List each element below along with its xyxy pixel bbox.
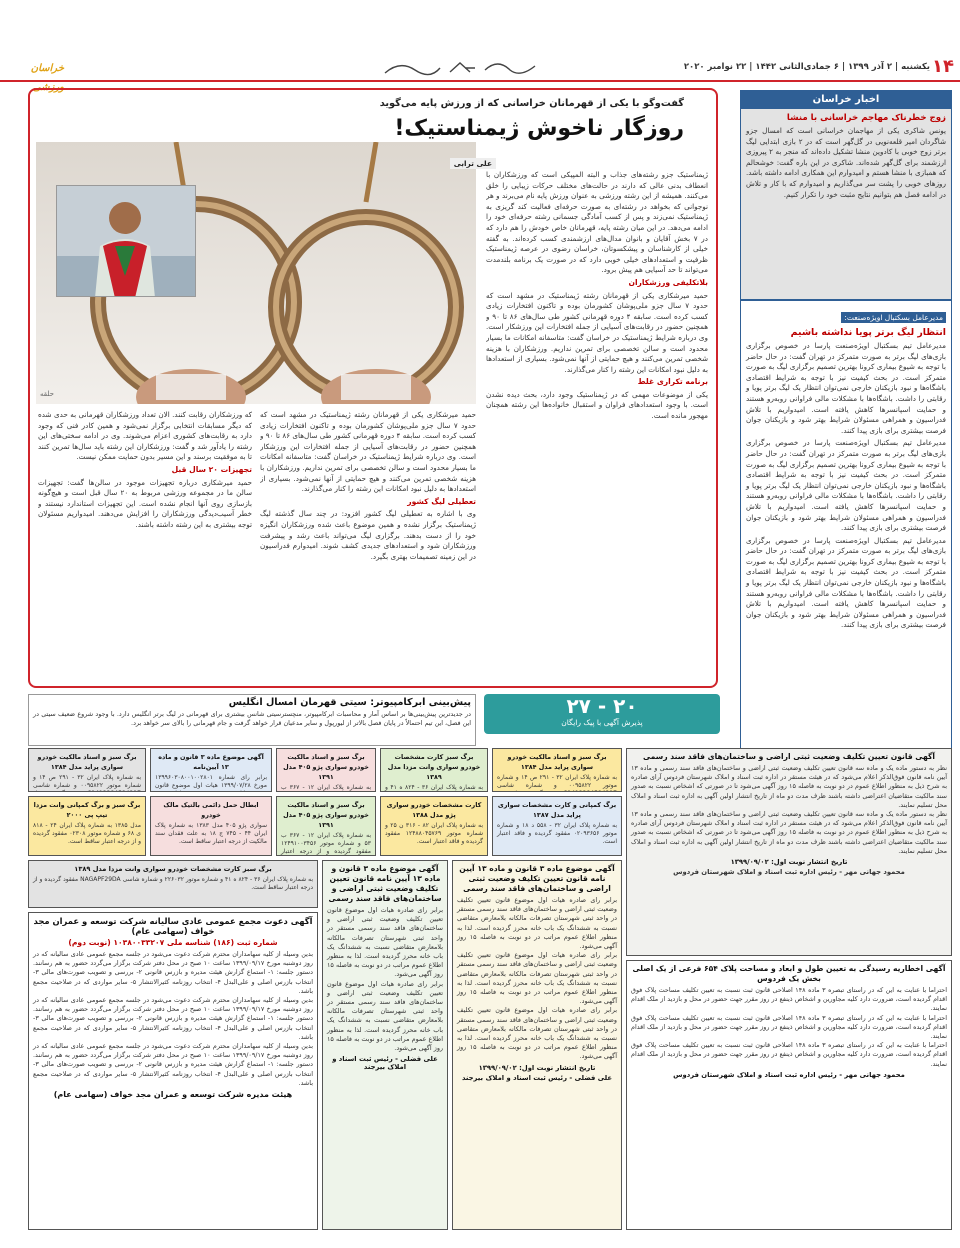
sports-body: در جدیدترین پیش‌بینی‌ها بر اساس آمار و محاسبات ابرکامپیوتر، منچسترسیتی شانس بیشتری برای قهرمانی در لیگ برتر انگلیس دارد. با وجود شروع ضعیف سیتی در این فصل، این تیم احتمالاً در پایان فصل بالاتر از لیورپول و سایر مدعیان قرار خواهد گرفت و جام قهرمانی را بالای سر خواهد برد. — [33, 710, 471, 728]
ad2b-body: برابر رای صادره هیات اول موضوع قانون تعیین تکلیف وضعیت ثبتی اراضی و ساختمان‌های فاقد سند رسمی مستقر در واحد ثبتی شهرستان تصرفات مالکانه بلامعارض متقاضی نسبت به ششدانگ یک باب خانه محرز گردیده است. لذا به منظور اطلاع عموم مراتب در دو نوبت به فاصله ۱۵ روز آگهی می‌شود. — [327, 906, 443, 979]
small-ad-body: برابر رای شماره ۱۳۹۹۶۰۳۰۸۰۰۱۰۰۲۸۰۱ مورخ ۱۳۹۹/۰۷/۲۸ هیات اول موضوع قانون — [155, 774, 267, 789]
small-ad-title: برگ کمپانی و کارت مشخصات سواری پراید مدل ۱۳۸۷ — [497, 801, 617, 819]
small-ad-title: برگ سبز و اسناد مالکیت خودرو سواری پژو ۴۰۵ مدل ۱۳۹۱ — [283, 753, 369, 781]
ad-small-7 — [150, 796, 272, 856]
small-ad-title: کارت مشخصات خودرو سواری پژو مدل ۱۳۸۸ — [386, 801, 482, 819]
ad4-body: بدین وسیله از کلیه سهامداران محترم شرکت دعوت می‌شود در جلسه مجمع عمومی عادی سالیانه که در روز دوشنبه مورخ ۱۳۹۹/۰۹/۱۷ ساعت ۱۰ صبح در محل دفتر شرکت برگزار می‌گردد حضور به هم رسانند. دستور جلسه: ۱- استماع گزارش هیئت مدیره و بازرس قانونی ۲- بررسی و تصویب صورت‌های مالی ۳- انتخاب بازرس اصلی و علی‌البدل ۴- انتخاب روزنامه کثیرالانتشار ۵- سایر مواردی که در صلاحیت مجمع باشد. — [33, 950, 314, 995]
small-ad-title: برگ سبز و برگ کمپانی وانت مزدا تیپ پی ۲۰۰۰ — [33, 801, 141, 819]
small-ad-body: سواری پژو ۴۰۵ مدل ۱۳۸۳ به شماره پلاک ایران ۴۴ - ۷۴۵ ج ۱۸ به علت فقدان سند مالکیت از درجه اعتبار ساقط است. — [155, 822, 267, 845]
small-ad-title: برگ سبز کارت مشخصات خودرو سواری وانت مزدا مدل ۱۳۸۹ — [74, 865, 272, 873]
feature-sub-4: تجهیزات ۲۰ سال قبل — [171, 464, 252, 474]
small-ad-body: به شماره پلاک ایران ۱۲ - ۳۶۷ ب — [281, 784, 371, 791]
ad-small-10 — [28, 748, 146, 792]
banner-dates: ۲۰ - ۲۷ — [566, 694, 638, 718]
ad2-date: تاریخ انتشار نوبت اول: ۱۳۹۹/۰۹/۰۲ — [478, 1063, 596, 1072]
small-ad-body: به شماره پلاک ایران ۳۲ - ۵۵۸ د ۱۸ و شماره موتور ۰۲۰۹۳۶۵۶ مفقود گردیده و فاقد اعتبار است. — [497, 822, 617, 845]
feature-sub-2: تعطیلی لیگ کشور — [407, 496, 476, 506]
ad3-body: احتراما با عنایت به این که در راستای تبصره ۳ ماده ۱۴۸ اصلاحی قانون ثبت نسبت به تعیین تکلیف مساحت پلاک فوق اقدام گردیده است، ضرورت دارد کلیه مجاورین و اشخاص ذینفع در روز مقرر جهت حضور در محل و بازدید از ملک اقدام نمایند. — [631, 986, 947, 1013]
news2-kicker: مدیرعامل بسکتبال اویژه‌صنعت: — [841, 312, 946, 323]
sidebar-title: اخبار خراسان — [741, 91, 951, 109]
feature-body-1: حمید میرشکاری یکی از قهرمانان رشته ژیمناستیک در مشهد است که حدود ۷ سال جزو ملی‌پوشان کشورمان بوده و تاکنون افتخارات زیادی کسب کرده است. سابقه ۴ دوره قهرمانی کشور طی سال‌های ۸۶ تا ۹۰ و همچنین حضور در رقابت‌های آسیایی از جمله افتخارات این ورزشکار است. وی درباره شرایط ژیمناستیک در خراسان گفت: متاسفانه امکانات ما بسیار محدود است و سالن تخصصی برای تمرین نداریم. ورزشکاران با هزینه شخصی تمرین می‌کنند و هیچ حمایتی از آنها نمی‌شود. بسیاری از استعدادها به دلیل نبود امکانات این رشته را کنار می‌گذارند. — [486, 290, 708, 374]
banner-sub: پذیرش آگهی با پیک رایگان — [561, 718, 643, 727]
ad-small-8 — [28, 796, 146, 856]
feature-author: علی ترابی — [450, 158, 496, 169]
ad-boundary-notice — [626, 960, 952, 1230]
news2-body-cont2: مدیرعامل تیم بسکتبال اویژه‌صنعت پارسا در خصوص برگزاری بازی‌های لیگ برتر به صورت متمرکز در تهران گفت: در حال حاضر با توجه به شیوع بیماری کرونا بهترین تصمیم برگزاری لیگ به صورت متمرکز است. در بحث کیفیت نیز با توجه به شرایط اقتصادی باشگاه‌ها و نبود بازیکنان خارجی نمی‌توان انتظار یک لیگ برتر پویا و رقابتی را داشت. باشگاه‌ها با مشکلات مالی فراوانی روبه‌رو هستند و حمایت اسپانسرها کاهش یافته است. امیدواریم با تلاش فدراسیون و همراهی مسئولان شرایط بهتر شود و بازیکنان جوان فرصت بیشتری برای بازی پیدا کنند. — [746, 535, 946, 630]
header-ornament — [380, 58, 540, 78]
sports-headline: پیش‌بینی ابرکامپیوتر: سیتی قهرمان امسال انگلیس — [228, 697, 471, 708]
small-ad-body: به شماره پلاک ایران ۸۲ - ۳۱۶ ن ۲۵ و شماره موتور ۱۲۴۸۸۰۴۵۷۶۹ مفقود گردیده و فاقد اعتبار است. — [385, 822, 483, 845]
ad1-body-cont: نظر به دستور ماده یک و ماده سه قانون تعیین تکلیف وضعیت ثبتی اراضی و ساختمان‌های فاقد سند رسمی و ماده ۱۳ آیین نامه قانون فوق‌الذکر اعلام می‌شود که در هیئت مستقر در اداره ثبت اسناد و املاک شهرستان فردوس آرای صادره به شرح ذیل به منظور اطلاع عموم در دو نوبت به فاصله ۱۵ روز آگهی می‌شود تا در صورتی که اشخاص نسبت به صدور سند مالکیت متقاضیان اعتراضی داشته باشند ظرف مدت دو ماه از تاریخ انتشار اولین آگهی به اداره ثبت اسناد و املاک محل تسلیم نمایند. — [631, 810, 947, 855]
feature-body-5: حمید میرشکاری درباره تجهیزات موجود در سالن‌ها گفت: تجهیزات سالن ما در مجموعه ورزشی مربوط به ۲۰ سال قبل است و هیچ‌گونه بازسازی روی آنها انجام نشده است. این تجهیزات استاندارد نیستند و خطر آسیب‌دیدگی ورزشکاران را افزایش می‌دهند. امیدواریم مسئولان توجه بیشتری به این رشته داشته باشند. — [38, 477, 252, 529]
ad-banner — [484, 694, 720, 734]
ad1-body: نظر به دستور ماده یک و ماده سه قانون تعیین تکلیف وضعیت ثبتی اراضی و ساختمان‌های فاقد سند رسمی و ماده ۱۳ آیین نامه قانون فوق‌الذکر اعلام می‌شود که در هیئت مستقر در اداره ثبت اسناد و املاک شهرستان فردوس آرای صادره به شرح ذیل به منظور اطلاع عموم در دو نوبت به فاصله ۱۵ روز آگهی می‌شود تا در صورتی که اشخاص نسبت به صدور سند مالکیت متقاضیان اعتراضی داشته باشند ظرف مدت دو ماه از تاریخ انتشار اولین آگهی به اداره ثبت اسناد و املاک محل تسلیم نمایند. — [631, 764, 947, 809]
small-ad-title: آگهی موضوع ماده ۳ قانون و ماده ۱۳ آیین‌نامه — [158, 753, 264, 771]
small-ad-title: برگ سبز و اسناد مالکیت خودرو سواری پراید مدل ۱۳۸۴ — [507, 753, 607, 771]
small-ad-title: برگ سبز و اسناد مالکیت خودرو سواری پژو ۴۰۵ مدل ۱۳۹۱ — [283, 801, 369, 829]
small-ad-body: به شماره پلاک ایران ۳۲ - ۲۹۱ ص ۱۴ و شماره موتور ۰۰۹۵۸۲۲ و شماره شاسی — [497, 774, 617, 789]
ad4-signature: هیئت مدیره شرکت توسعه و عمران مجد خواف (سهامی عام) — [53, 1090, 293, 1100]
ad2b-body-cont: برابر رای صادره هیات اول موضوع قانون تعیین تکلیف وضعیت ثبتی اراضی و ساختمان‌های فاقد سند رسمی مستقر در واحد ثبتی شهرستان تصرفات مالکانه بلامعارض متقاضی نسبت به ششدانگ یک باب خانه محرز گردیده است. لذا به منظور اطلاع عموم مراتب در دو نوبت به فاصله ۱۵ روز آگهی می‌شود. — [327, 979, 443, 1053]
small-ad-body: به شماره پلاک ایران ۳۶ - ۸۲۴ ه ۴۱ و — [385, 784, 483, 791]
photo-caption: حلقه — [40, 390, 54, 398]
feature-column-1 — [486, 170, 708, 676]
feature-title: روزگار ناخوش ژیمناستیک! — [394, 116, 684, 141]
feature-intro: ژیمناستیک جزو رشته‌های جذاب و البته المپیکی است که ورزشکاران با انعطاف بدنی عالی که دارند در حالت‌های مختلف حرکات زیبایی را خلق می‌کنند. همیشه از این رشته ورزشی به عنوان ورزش پایه نام می‌برند و هر نوجوانی که بخواهد در رشته‌ای به صورت حرفه‌ای فعالیت کند گریزی به ژیمناستیک نمی‌زند و پس از کسب آمادگی جسمانی رشته حرفه‌ای خود را ادامه می‌دهد. در این میان رشته پایه، قهرمانان خاص خودش را هم دارد که در ۷ بخش آقایان و بانوان مدال‌های ارزشمندی کسب کرده‌اند. به گفته خیلی از کارشناسان و پیشکسوتان، خراسان رضوی در عرصه ژیمناستیک ظرفیت و استعدادهای خیلی خوبی دارد که در صورت یک برنامه بلندمدت می‌تواند تا حد آسیایی هم پیش برود. — [486, 170, 708, 275]
ad1-date: تاریخ انتشار نوبت اول: ۱۳۹۹/۰۹/۰۲ — [730, 858, 848, 867]
ad-small-11 — [28, 860, 318, 908]
feature-body-2: وی با اشاره به تعطیلی لیگ کشور افزود: در چند سال گذشته لیگ ژیمناستیک برگزار نشده و همین موضوع باعث شده ورزشکاران انگیزه خود را از دست بدهند. برگزاری لیگ می‌تواند باعث رشد و پیشرفت ورزشکاران شود و استعدادهای جدیدی کشف شوند. امیدوارم فدراسیون در این زمینه تصمیمات بهتری بگیرد. — [260, 509, 476, 561]
feature-column-3 — [38, 410, 252, 678]
ad-article-3 — [452, 860, 622, 1230]
ad2b-title: آگهی موضوع ماده ۳ قانون و ماده ۱۳ آیین نامه قانون تعیین تکلیف وضعیت ثبتی اراضی و ساختمان‌های فاقد سند رسمی — [328, 864, 442, 903]
ad-registry-ferdows — [626, 748, 952, 956]
ad-article-3b — [322, 860, 448, 1230]
news1-body: یونس شاکری یکی از مهاجمان خراسانی است که امسال جزو شاگردان امیر قلعه‌نویی در گل‌گهر است که در ۲ بازی ابتدایی لیگ برتر زوج خوبی با کادوین منشا تشکیل داده‌اند که منجر به ۲ پیروزی ارزشمند برای گل‌گهر شده‌اند. شاکری در این باره گفت: خوشحالم که همبازی با منشا هستم و امیدوارم این همکاری ادامه داشته باشد. روزهای خوبی را پشت سر می‌گذاریم و امیدوارم که با کار و تلاش در ادامه فصل هم بتوانیم نتایج مثبت خود را تکرار کنیم. — [746, 126, 946, 199]
ad4-subtitle: شماره ثبت (۱۸۶) شناسه ملی ۱۰۳۸۰۰۳۳۲۰۷ (نوبت دوم) — [68, 938, 278, 947]
ad2-body-cont2: برابر رای صادره هیات اول موضوع قانون تعیین تکلیف وضعیت ثبتی اراضی و ساختمان‌های فاقد سند رسمی مستقر در واحد ثبتی شهرستان تصرفات مالکانه بلامعارض متقاضی نسبت به ششدانگ یک باب خانه محرز گردیده است. لذا به منظور اطلاع عموم مراتب در دو نوبت به فاصله ۱۵ روز آگهی می‌شود. — [457, 1006, 617, 1061]
ad2-signature: علی فضلی - رئیس ثبت اسناد و املاک بیرجند — [461, 1073, 613, 1082]
ad3-title: آگهی اخطاریه رسیدگی به تعیین طول و ابعاد و مساحت پلاک ۶۵۴ فرعی از یک اصلی بخش یک فردوس — [632, 964, 946, 983]
sidebar-news-1 — [741, 109, 951, 299]
ad3-signature: محمود جهانی مهر - رئیس اداره ثبت اسناد و املاک شهرستان فردوس — [673, 1070, 905, 1079]
ad2-body: برابر رای صادره هیات اول موضوع قانون تعیین تکلیف وضعیت ثبتی اراضی و ساختمان‌های فاقد سند رسمی مستقر در واحد ثبتی شهرستان تصرفات مالکانه بلامعارض متقاضی نسبت به ششدانگ یک باب خانه محرز گردیده است. لذا به منظور اطلاع عموم مراتب در دو نوبت به فاصله ۱۵ روز آگهی می‌شود. — [457, 896, 617, 951]
ad4-body-cont2: بدین وسیله از کلیه سهامداران محترم شرکت دعوت می‌شود در جلسه مجمع عمومی عادی سالیانه که در روز دوشنبه مورخ ۱۳۹۹/۰۹/۱۷ ساعت ۱۰ صبح در محل دفتر شرکت برگزار می‌گردد حضور به هم رسانند. دستور جلسه: ۱- استماع گزارش هیئت مدیره و بازرس قانونی ۲- بررسی و تصویب صورت‌های مالی ۳- انتخاب بازرس اصلی و علی‌البدل ۴- انتخاب روزنامه کثیرالانتشار ۵- سایر مواردی که در صلاحیت مجمع باشد. — [33, 1042, 314, 1087]
small-ad-body: به شماره پلاک ایران ۳۲ - ۲۹۱ ص ۱۴ و شماره موتور ۰۰۹۵۸۲۲ و شماره شاسی — [33, 774, 141, 789]
small-ad-body: به شماره پلاک ایران ۱۲ - ۳۶۷ ب ۵۳ و شماره موتور ۱۲۴۹۱۰۰۳۴۵۶ مفقود گردیده و از درجه اعتبار — [281, 832, 371, 855]
sports-news — [28, 694, 476, 746]
feature-kicker: گفت‌وگو با یکی از قهرمانان خراسانی که از ورزش پایه می‌گوید — [379, 98, 684, 109]
feature-column-2 — [260, 410, 476, 678]
athlete-portrait — [56, 185, 196, 297]
small-ad-body: مدل ۱۳۸۵ به شماره پلاک ایران ۲۴ - ۸۱۸ ی ۶۸ و شماره موتور ۰۲۳۰۸ مفقود گردیده و از درجه اعتبار ساقط است. — [33, 822, 142, 845]
feature-body-3: یکی از موضوعات مهمی که در ژیمناستیک وجود دارد، بحث دیده نشدن است. با وجود استعدادهای فراوان و استقبال خانواده‌ها این رشته همچنان مهجور مانده است. — [486, 389, 708, 421]
feature-article — [28, 88, 718, 688]
brand-text: خراسان ورزشی — [30, 63, 64, 93]
ad-small-9 — [150, 748, 272, 792]
feature-sub-1: بلاتکلیفی ورزشکاران — [628, 277, 708, 287]
small-ad-title: ابطال حمل دائمی بالتیک مالک خودرو — [163, 801, 259, 819]
page-number: ۱۴ — [932, 56, 954, 77]
brand-logo — [4, 56, 64, 93]
ad-small-4 — [492, 796, 622, 856]
ad3-body-cont: احتراما با عنایت به این که در راستای تبصره ۳ ماده ۱۴۸ اصلاحی قانون ثبت نسبت به تعیین تکلیف مساحت پلاک فوق اقدام گردیده است، ضرورت دارد کلیه مجاورین و اشخاص ذینفع در روز مقرر جهت حضور در محل و بازدید از ملک اقدام نمایند. — [631, 1013, 947, 1041]
ad-small-5 — [380, 796, 488, 856]
news1-headline: زوج خطرناک مهاجم خراسانی با منشا — [786, 113, 946, 123]
ad1-title: آگهی قانون تعیین تکلیف وضعیت ثبتی اراضی و ساختمان‌های فاقد سند رسمی — [642, 752, 936, 761]
ad2-body-cont: برابر رای صادره هیات اول موضوع قانون تعیین تکلیف وضعیت ثبتی اراضی و ساختمان‌های فاقد سند رسمی مستقر در واحد ثبتی شهرستان تصرفات مالکانه بلامعارض متقاضی نسبت به ششدانگ یک باب خانه محرز گردیده است. لذا به منظور اطلاع عموم مراتب در دو نوبت به فاصله ۱۵ روز آگهی می‌شود. — [457, 951, 617, 1006]
feature-body-1b: حمید میرشکاری یکی از قهرمانان رشته ژیمناستیک در مشهد است که حدود ۷ سال جزو ملی‌پوشان کشورمان بوده و تاکنون افتخارات زیادی کسب کرده است. سابقه ۴ دوره قهرمانی کشور طی سال‌های ۸۶ تا ۹۰ و همچنین حضور در رقابت‌های آسیایی از جمله افتخارات این ورزشکار است. وی درباره شرایط ژیمناستیک در خراسان گفت: متاسفانه امکانات ما بسیار محدود است و سالن تخصصی برای تمرین نداریم. ورزشکاران با هزینه شخصی تمرین می‌کنند و هیچ حمایتی از آنها نمی‌شود. بسیاری از استعدادها به دلیل نبود امکانات این رشته را کنار می‌گذارند. — [260, 410, 476, 494]
page-header — [0, 56, 960, 93]
news2-body: مدیرعامل تیم بسکتبال اویژه‌صنعت پارسا در خصوص برگزاری بازی‌های لیگ برتر به صورت متمرکز در تهران گفت: در حال حاضر با توجه به شیوع بیماری کرونا بهترین تصمیم برگزاری لیگ به صورت متمرکز است. در بحث کیفیت نیز با توجه به شرایط اقتصادی باشگاه‌ها و نبود بازیکنان خارجی نمی‌توان انتظار یک لیگ برتر پویا و رقابتی را داشت. باشگاه‌ها با مشکلات مالی فراوانی روبه‌رو هستند و حمایت اسپانسرها کاهش یافته است. امیدواریم با تلاش فدراسیون و همراهی مسئولان شرایط بهتر شود و بازیکنان جوان فرصت بیشتری برای بازی پیدا کنند. — [746, 341, 946, 435]
ad-small-1 — [492, 748, 622, 792]
feature-sub-3: برنامه تکراری غلط — [637, 377, 708, 387]
ad1-signature: محمود جهانی مهر - رئیس اداره ثبت اسناد و املاک شهرستان فردوس — [673, 868, 905, 877]
ad3-body-cont2: احتراما با عنایت به این که در راستای تبصره ۳ ماده ۱۴۸ اصلاحی قانون ثبت نسبت به تعیین تکلیف مساحت پلاک فوق اقدام گردیده است، ضرورت دارد کلیه مجاورین و اشخاص ذینفع در روز مقرر جهت حضور در محل و بازدید از ملک اقدام نمایند. — [631, 1041, 947, 1068]
small-ad-title: برگ سبز کارت مشخصات خودرو سواری وانت مزدا مدل ۱۳۸۹ — [387, 753, 481, 781]
issue-date: یکشنبه | ۲ آذر ۱۳۹۹ | ۶ جمادی‌الثانی ۱۴۴۲ | ۲۲ نوامبر ۲۰۲۰ — [683, 62, 930, 72]
ad-small-2 — [380, 748, 488, 792]
ad-small-3 — [276, 748, 376, 792]
small-ad-title: برگ سبز و اسناد مالکیت خودرو سواری پراید مدل ۱۳۸۴ — [37, 753, 137, 771]
ad2-title: آگهی موضوع ماده ۳ قانون و ماده ۱۳ آیین نامه قانون تعیین تکلیف وضعیت ثبتی اراضی و ساختمان‌های فاقد سند رسمی — [459, 864, 615, 893]
ad-small-6 — [276, 796, 376, 856]
ad4-body-cont: بدین وسیله از کلیه سهامداران محترم شرکت دعوت می‌شود در جلسه مجمع عمومی عادی سالیانه که در روز دوشنبه مورخ ۱۳۹۹/۰۹/۱۷ ساعت ۱۰ صبح در محل دفتر شرکت برگزار می‌گردد حضور به هم رسانند. دستور جلسه: ۱- استماع گزارش هیئت مدیره و بازرس قانونی ۲- بررسی و تصویب صورت‌های مالی ۳- انتخاب بازرس اصلی و علی‌البدل ۴- انتخاب روزنامه کثیرالانتشار ۵- سایر مواردی که در صلاحیت مجمع باشد. — [33, 996, 314, 1041]
ad4-title: آگهی دعوت مجمع عمومی عادی سالیانه شرکت توسعه و عمران مجد خواف (سهامی عام) — [33, 916, 313, 936]
news2-body-cont: مدیرعامل تیم بسکتبال اویژه‌صنعت پارسا در خصوص برگزاری بازی‌های لیگ برتر به صورت متمرکز در تهران گفت: در حال حاضر با توجه به شیوع بیماری کرونا بهترین تصمیم برگزاری لیگ به صورت متمرکز است. در بحث کیفیت نیز با توجه به شرایط اقتصادی باشگاه‌ها و نبود بازیکنان خارجی نمی‌توان انتظار یک لیگ برتر پویا و رقابتی را داشت. باشگاه‌ها با مشکلات مالی فراوانی روبه‌رو هستند و حمایت اسپانسرها کاهش یافته است. امیدواریم با تلاش فدراسیون و همراهی مسئولان شرایط بهتر شود و بازیکنان جوان فرصت بیشتری برای بازی پیدا کنند. — [746, 438, 946, 533]
ad-shareholders-meeting — [28, 912, 318, 1230]
feature-body-4: که ورزشکاران رقابت کنند. الان تعداد ورزشکاران قهرمانی به حدی شده که دیگر مسابقات انتخابی برگزار نمی‌شود و همین کادر فنی که وجود دارد به رقابت‌های کشوری اعزام می‌شوند. وی در ادامه سختی‌های این رشته را یادآور شد و گفت: ورزشکاران این رشته باید سال‌ها تمرین کنند تا به موفقیت برسند و این مسیر بدون حمایت ممکن نیست. — [38, 410, 252, 462]
small-ad-body: به شماره پلاک ایران ۳۶ - ۸۲۴ ه ۴۱ و شماره موتور ۲۲۶۰۳۲ و شماره شاسی NAGAPF29DA مفقود گردیده و از درجه اعتبار ساقط است. — [33, 876, 313, 891]
ad2b-signature: علی فضلی - رئیس ثبت اسناد و املاک بیرجند — [332, 1055, 438, 1072]
news2-headline: انتظار لیگ برتر پویا نداشته باشیم — [790, 327, 946, 338]
